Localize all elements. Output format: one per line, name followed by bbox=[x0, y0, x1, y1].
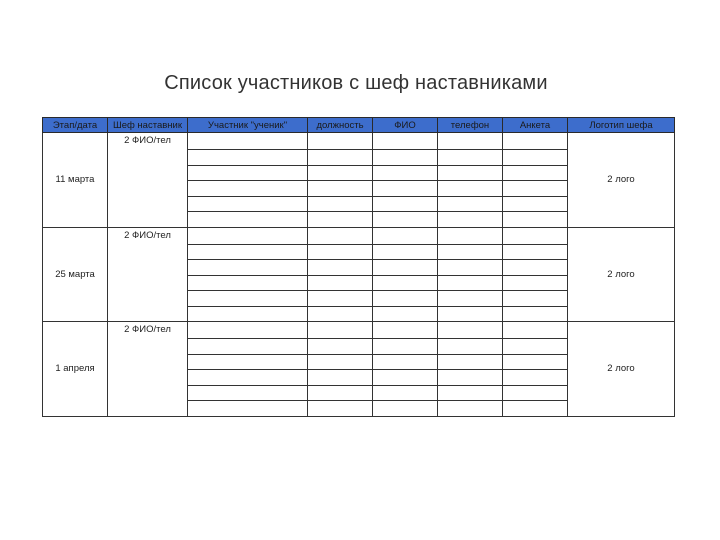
empty-cell bbox=[373, 244, 438, 260]
empty-cell bbox=[503, 306, 568, 322]
empty-cell bbox=[308, 370, 373, 386]
empty-cell bbox=[373, 354, 438, 370]
empty-cell bbox=[188, 275, 308, 291]
empty-cell bbox=[503, 322, 568, 339]
column-header-chef-logo: Логотип шефа bbox=[568, 118, 675, 133]
empty-cell bbox=[308, 291, 373, 307]
empty-cell bbox=[373, 165, 438, 181]
empty-cell bbox=[438, 260, 503, 276]
empty-cell bbox=[373, 275, 438, 291]
empty-cell bbox=[373, 181, 438, 197]
empty-cell bbox=[373, 133, 438, 150]
empty-cell bbox=[188, 133, 308, 150]
empty-cell bbox=[438, 227, 503, 244]
empty-cell bbox=[308, 275, 373, 291]
empty-cell bbox=[503, 196, 568, 212]
empty-cell bbox=[308, 181, 373, 197]
column-header-position: должность bbox=[308, 118, 373, 133]
empty-cell bbox=[503, 244, 568, 260]
empty-cell bbox=[188, 212, 308, 228]
stage-date-cell: 1 апреля bbox=[43, 322, 108, 417]
empty-cell bbox=[188, 291, 308, 307]
empty-cell bbox=[308, 385, 373, 401]
empty-cell bbox=[188, 322, 308, 339]
empty-cell bbox=[438, 401, 503, 417]
empty-cell bbox=[503, 227, 568, 244]
empty-cell bbox=[188, 260, 308, 276]
chef-logo-cell: 2 лого bbox=[568, 133, 675, 228]
empty-cell bbox=[373, 385, 438, 401]
chef-logo-cell: 2 лого bbox=[568, 322, 675, 417]
empty-cell bbox=[373, 322, 438, 339]
empty-cell bbox=[308, 196, 373, 212]
empty-cell bbox=[503, 133, 568, 150]
empty-cell bbox=[438, 370, 503, 386]
chef-mentor-cell-continuation bbox=[108, 150, 188, 228]
empty-cell bbox=[188, 227, 308, 244]
empty-cell bbox=[308, 260, 373, 276]
empty-cell bbox=[503, 165, 568, 181]
empty-cell bbox=[308, 401, 373, 417]
empty-cell bbox=[503, 385, 568, 401]
empty-cell bbox=[188, 196, 308, 212]
chef-mentor-cell-continuation bbox=[108, 244, 188, 322]
empty-cell bbox=[373, 260, 438, 276]
column-header-phone: телефон bbox=[438, 118, 503, 133]
empty-cell bbox=[188, 181, 308, 197]
column-header-chef-mentor: Шеф наставник bbox=[108, 118, 188, 133]
empty-cell bbox=[373, 212, 438, 228]
empty-cell bbox=[438, 196, 503, 212]
empty-cell bbox=[438, 322, 503, 339]
empty-cell bbox=[188, 244, 308, 260]
empty-cell bbox=[373, 196, 438, 212]
participants-table bbox=[42, 117, 675, 417]
empty-cell bbox=[503, 401, 568, 417]
chef-mentor-cell-continuation bbox=[108, 339, 188, 417]
empty-cell bbox=[308, 150, 373, 166]
empty-cell bbox=[308, 322, 373, 339]
empty-cell bbox=[373, 227, 438, 244]
empty-cell bbox=[373, 291, 438, 307]
chef-mentor-cell: 2 ФИО/тел bbox=[108, 227, 188, 244]
empty-cell bbox=[308, 165, 373, 181]
empty-cell bbox=[503, 260, 568, 276]
header-row bbox=[43, 118, 675, 133]
empty-cell bbox=[503, 150, 568, 166]
empty-cell bbox=[308, 212, 373, 228]
empty-cell bbox=[438, 165, 503, 181]
empty-cell bbox=[438, 291, 503, 307]
empty-cell bbox=[503, 370, 568, 386]
empty-cell bbox=[373, 306, 438, 322]
empty-cell bbox=[308, 306, 373, 322]
empty-cell bbox=[188, 401, 308, 417]
chef-mentor-cell: 2 ФИО/тел bbox=[108, 322, 188, 339]
page-title: Список участников с шеф наставниками bbox=[164, 72, 548, 94]
empty-cell bbox=[503, 339, 568, 355]
empty-cell bbox=[308, 133, 373, 150]
table-row bbox=[43, 227, 675, 244]
empty-cell bbox=[503, 354, 568, 370]
chef-mentor-cell: 2 ФИО/тел bbox=[108, 133, 188, 150]
empty-cell bbox=[503, 212, 568, 228]
empty-cell bbox=[373, 339, 438, 355]
empty-cell bbox=[438, 150, 503, 166]
empty-cell bbox=[308, 354, 373, 370]
empty-cell bbox=[373, 370, 438, 386]
empty-cell bbox=[438, 244, 503, 260]
empty-cell bbox=[438, 275, 503, 291]
empty-cell bbox=[308, 227, 373, 244]
empty-cell bbox=[503, 291, 568, 307]
empty-cell bbox=[188, 385, 308, 401]
empty-cell bbox=[188, 339, 308, 355]
stage-date-cell: 11 марта bbox=[43, 133, 108, 228]
empty-cell bbox=[373, 150, 438, 166]
empty-cell bbox=[438, 385, 503, 401]
empty-cell bbox=[188, 150, 308, 166]
empty-cell bbox=[438, 354, 503, 370]
empty-cell bbox=[438, 133, 503, 150]
stage-date-cell: 25 марта bbox=[43, 227, 108, 322]
empty-cell bbox=[373, 401, 438, 417]
table-row bbox=[43, 133, 675, 150]
column-header-participant: Участник "ученик" bbox=[188, 118, 308, 133]
empty-cell bbox=[188, 306, 308, 322]
empty-cell bbox=[438, 306, 503, 322]
table-row bbox=[43, 322, 675, 339]
column-header-questionnaire: Анкета bbox=[503, 118, 568, 133]
column-header-stage-date: Этап/дата bbox=[43, 118, 108, 133]
empty-cell bbox=[188, 354, 308, 370]
empty-cell bbox=[188, 165, 308, 181]
empty-cell bbox=[438, 181, 503, 197]
empty-cell bbox=[503, 181, 568, 197]
column-header-full-name: ФИО bbox=[373, 118, 438, 133]
empty-cell bbox=[308, 339, 373, 355]
empty-cell bbox=[188, 370, 308, 386]
empty-cell bbox=[308, 244, 373, 260]
empty-cell bbox=[438, 212, 503, 228]
chef-logo-cell: 2 лого bbox=[568, 227, 675, 322]
empty-cell bbox=[438, 339, 503, 355]
empty-cell bbox=[503, 275, 568, 291]
